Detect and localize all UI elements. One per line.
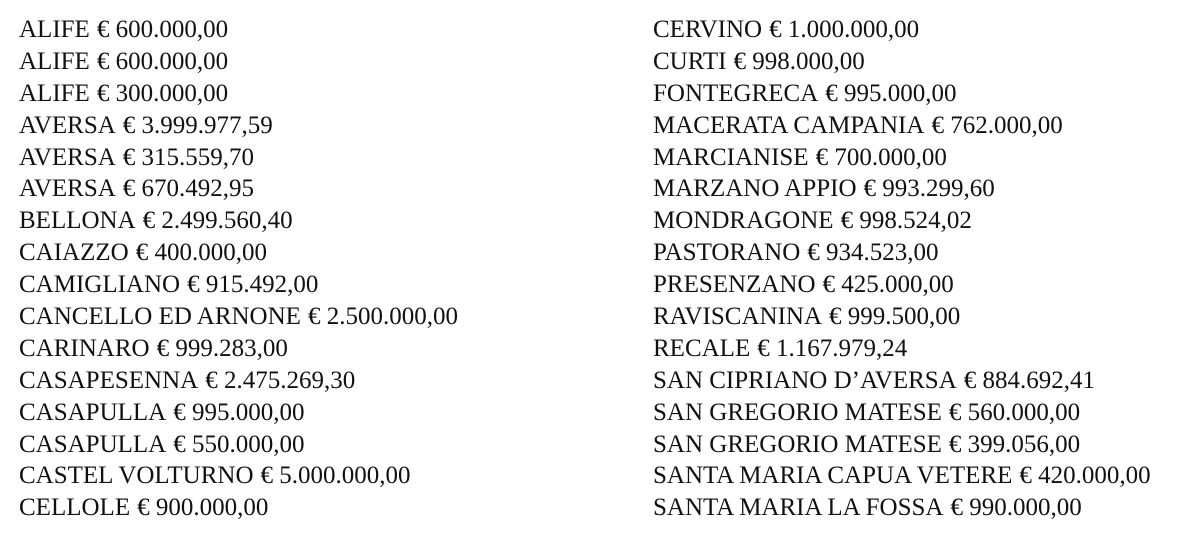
funding-amount: € 995.000,00 (825, 79, 957, 107)
municipality-name: SAN GREGORIO MATESE (653, 398, 942, 426)
list-item (19, 492, 619, 524)
municipality-name: CARINARO (19, 334, 150, 362)
list-item (19, 173, 619, 205)
list-item (653, 110, 1193, 142)
municipality-name: BELLONA (19, 207, 136, 235)
list-item (653, 429, 1193, 461)
municipality-name: MACERATA CAMPANIA (653, 111, 925, 139)
list-item (19, 397, 619, 429)
municipality-name: SANTA MARIA CAPUA VETERE (653, 462, 1013, 490)
municipality-name: CURTI (653, 47, 727, 75)
municipality-name: CERVINO (653, 16, 763, 43)
list-item (19, 237, 619, 269)
municipality-name: CANCELLO ED ARNONE (19, 303, 301, 331)
municipality-name: CASTEL VOLTURNO (19, 462, 254, 490)
municipality-name: PASTORANO (653, 239, 801, 267)
funding-amount: € 600.000,00 (96, 16, 229, 43)
right-column-list (653, 14, 1193, 524)
municipality-name: CAMIGLIANO (19, 271, 181, 299)
list-item (19, 460, 619, 492)
list-item (653, 397, 1193, 429)
funding-amount: € 399.056,00 (948, 430, 1081, 458)
municipality-name: SAN CIPRIANO D’AVERSA (653, 366, 957, 394)
left-column-list (19, 14, 619, 524)
municipality-name: MONDRAGONE (653, 207, 834, 235)
funding-amount: € 995.000,00 (173, 398, 305, 426)
funding-amount: € 999.283,00 (156, 334, 288, 362)
list-item (653, 269, 1193, 301)
funding-amount: € 3.999.977,59 (122, 111, 273, 139)
funding-amount: € 993.299,60 (863, 175, 995, 203)
municipality-name: MARZANO APPIO (653, 175, 857, 203)
municipality-name: PRESENZANO (653, 271, 816, 299)
list-item (653, 460, 1193, 492)
funding-amount: € 915.492,00 (187, 271, 319, 299)
municipality-name: CASAPESENNA (19, 366, 199, 394)
funding-amount: € 315.559,70 (122, 143, 255, 171)
funding-amount: € 2.475.269,30 (205, 366, 356, 394)
funding-amount: € 990.000,00 (950, 494, 1082, 522)
municipality-name: SANTA MARIA LA FOSSA (653, 494, 944, 522)
funding-amount: € 420.000,00 (1019, 462, 1151, 490)
list-item (653, 205, 1193, 237)
list-item (19, 142, 619, 174)
list-item (653, 173, 1193, 205)
list-item (653, 492, 1193, 524)
list-item (653, 237, 1193, 269)
funding-amount: € 700.000,00 (815, 143, 947, 171)
funding-amount: € 998.000,00 (733, 47, 865, 75)
municipality-name: CASAPULLA (19, 398, 167, 426)
municipality-name: FONTEGRECA (653, 79, 819, 107)
funding-amount: € 900.000,00 (137, 494, 269, 522)
funding-amount: € 998.524,02 (840, 207, 972, 235)
municipality-name: ALIFE (19, 47, 90, 75)
list-item (19, 365, 619, 397)
municipality-name: CELLOLE (19, 494, 131, 522)
funding-amount: € 2.500.000,00 (307, 303, 458, 331)
funding-amount: € 5.000.000,00 (260, 462, 411, 490)
municipality-name: RECALE (653, 334, 751, 362)
list-item (19, 333, 619, 365)
municipality-name: ALIFE (19, 16, 90, 43)
funding-amount: € 550.000,00 (173, 430, 305, 458)
list-item (19, 429, 619, 461)
funding-amount: € 300.000,00 (96, 79, 229, 107)
municipality-name: AVERSA (19, 111, 116, 139)
list-item (653, 46, 1193, 78)
list-item (19, 78, 619, 110)
funding-amount: € 1.000.000,00 (769, 16, 920, 43)
list-item (653, 301, 1193, 333)
municipality-name: AVERSA (19, 143, 116, 171)
municipality-name: AVERSA (19, 175, 116, 203)
funding-amount: € 425.000,00 (822, 271, 954, 299)
list-item (653, 14, 1193, 46)
funding-amount: € 884.692,41 (963, 366, 1095, 394)
municipality-name: ALIFE (19, 79, 90, 107)
list-item (653, 78, 1193, 110)
list-item (19, 205, 619, 237)
funding-amount: € 2.499.560,40 (142, 207, 293, 235)
funding-amount: € 560.000,00 (948, 398, 1081, 426)
municipality-name: RAVISCANINA (653, 303, 823, 331)
list-item (19, 14, 619, 46)
list-item (19, 110, 619, 142)
list-item (653, 365, 1193, 397)
municipality-name: CASAPULLA (19, 430, 167, 458)
funding-amount: € 600.000,00 (96, 47, 229, 75)
municipality-name: CAIAZZO (19, 239, 129, 267)
funding-amount: € 400.000,00 (135, 239, 267, 267)
funding-amount: € 999.500,00 (829, 303, 961, 331)
funding-amount: € 670.492,95 (122, 175, 255, 203)
list-item (653, 333, 1193, 365)
municipality-name: MARCIANISE (653, 143, 809, 171)
list-item (19, 46, 619, 78)
list-item (19, 269, 619, 301)
funding-amount: € 762.000,00 (931, 111, 1063, 139)
funding-amount: € 934.523,00 (807, 239, 939, 267)
funding-amount: € 1.167.979,24 (757, 334, 908, 362)
list-item (653, 142, 1193, 174)
municipality-name: SAN GREGORIO MATESE (653, 430, 942, 458)
list-item (19, 301, 619, 333)
